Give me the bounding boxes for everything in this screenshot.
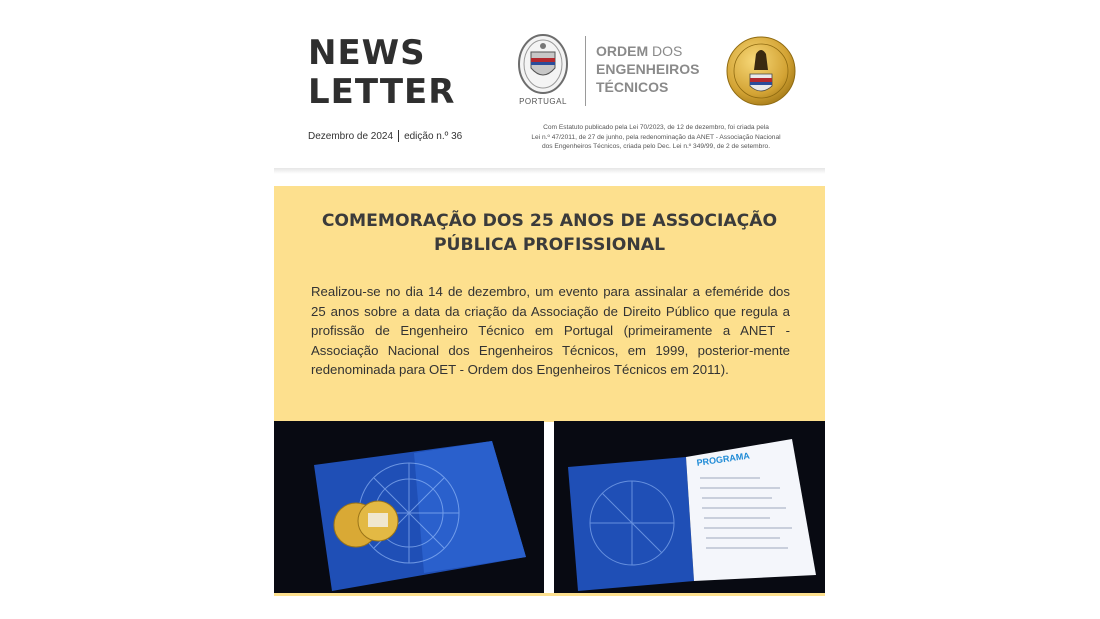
portugal-coat-of-arms-icon [517, 34, 569, 98]
issue-edition: edição n.º 36 [404, 130, 463, 142]
article-body: Realizou-se no dia 14 de dezembro, um evento para assinalar a efeméride dos 25 anos sobre a data da criação da Associação de Direito Público que regula a profissão de Engenheiro Técnico em Portugal (primeiramente a ANET - Associação Nacional dos Engenheiros Técnicos, em 1999, posterior-mente redenominada para OET - Ordem dos Engenheiros Técnicos em 2011). [311, 284, 790, 378]
program-heading: PROGRAMA [696, 450, 751, 468]
title-line-news: NEWS [308, 33, 426, 73]
seal-country-label: PORTUGAL [519, 97, 567, 106]
article-title-line-1: COMEMORAÇÃO DOS 25 ANOS DE ASSOCIAÇÃO [321, 211, 778, 231]
newsletter-title [308, 34, 455, 112]
org-divider [585, 36, 586, 106]
photo-brochure-program [554, 421, 825, 593]
newsletter-page [274, 0, 825, 619]
issue-dateline [308, 130, 462, 142]
article-section [274, 186, 825, 422]
article-title-line-2: PÚBLICA PROFISSIONAL [433, 235, 666, 255]
org-name-line-3: TÉCNICOS [596, 79, 669, 95]
statute-note: Com Estatuto publicado pela Lei 70/2023, de 12 de dezembro, foi criada pela Lei n.º 47/2011, de 27 de junho, pela redenominação da ANET - Associação Nacional dos Engenheiros Técnicos, criada pelo Dec. Lei n.º 349/99, de 2 de setembro. [531, 124, 781, 151]
header-shadow [274, 168, 825, 174]
bottom-band [274, 593, 825, 596]
org-name-line-2: ENGENHEIROS [596, 61, 700, 77]
gold-commemorative-medal-icon [726, 36, 796, 106]
organization-name [596, 42, 699, 96]
dateline-separator [398, 130, 399, 142]
article-title [304, 209, 795, 257]
org-name-line-1: ORDEM DOS [596, 43, 683, 59]
issue-date: Dezembro de 2024 [308, 130, 394, 142]
newsletter-header [274, 0, 825, 170]
brochure-program-illustration [554, 421, 825, 593]
photo-brochure-cover [274, 421, 544, 593]
title-line-letter: LETTER [308, 72, 456, 112]
brochure-cover-illustration [274, 421, 544, 593]
